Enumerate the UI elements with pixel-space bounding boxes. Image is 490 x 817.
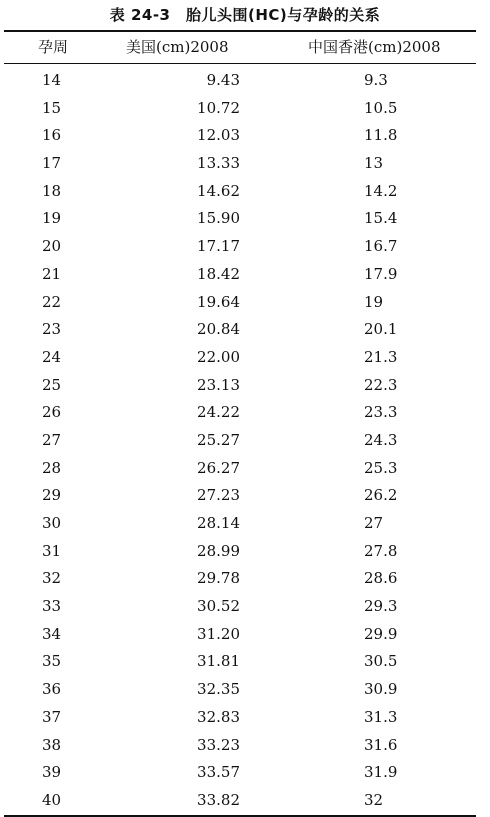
table-row [4, 510, 476, 538]
header-row [4, 32, 476, 63]
cell-week: 15 [42, 98, 62, 117]
table-row [4, 759, 476, 787]
table-row [4, 178, 476, 206]
table-row [4, 704, 476, 732]
table-row [4, 261, 476, 289]
cell-week: 32 [42, 569, 62, 588]
cell-week: 34 [42, 624, 62, 643]
cell-usa: 19.64 [197, 292, 240, 311]
table-row [4, 205, 476, 233]
cell-week: 19 [42, 209, 62, 228]
bottom-rule [4, 815, 476, 817]
table-title: 表 24-3 胎儿头围(HC)与孕龄的关系 [109, 6, 381, 24]
cell-week: 25 [42, 375, 62, 394]
cell-week: 27 [42, 430, 62, 449]
cell-week: 37 [42, 707, 62, 726]
table-body [4, 67, 476, 815]
cell-hk: 29.9 [364, 624, 398, 643]
table-row [4, 122, 476, 150]
cell-usa: 32.83 [197, 707, 240, 726]
cell-hk: 31.6 [364, 735, 398, 754]
cell-hk: 11.8 [364, 126, 398, 145]
table-row [4, 482, 476, 510]
cell-usa: 18.42 [197, 264, 240, 283]
cell-hk: 32 [364, 790, 384, 809]
cell-usa: 31.81 [197, 652, 240, 671]
table-row [4, 344, 476, 372]
cell-usa: 28.99 [197, 541, 240, 560]
hc-table [4, 30, 476, 817]
cell-usa: 17.17 [197, 237, 240, 256]
cell-usa: 32.35 [197, 680, 240, 699]
table-row [4, 150, 476, 178]
cell-week: 16 [42, 126, 62, 145]
cell-usa: 33.82 [197, 790, 240, 809]
cell-hk: 25.3 [364, 458, 398, 477]
table-row [4, 565, 476, 593]
table-row [4, 593, 476, 621]
cell-usa: 33.23 [197, 735, 240, 754]
cell-hk: 14.2 [364, 181, 398, 200]
cell-week: 31 [42, 541, 62, 560]
table-row [4, 427, 476, 455]
cell-hk: 30.9 [364, 680, 398, 699]
cell-usa: 12.03 [197, 126, 240, 145]
cell-week: 29 [42, 486, 62, 505]
cell-week: 24 [42, 347, 62, 366]
table-row [4, 95, 476, 123]
table-row [4, 787, 476, 815]
table-row [4, 233, 476, 261]
cell-week: 28 [42, 458, 62, 477]
cell-usa: 26.27 [197, 458, 240, 477]
table-row [4, 455, 476, 483]
cell-usa: 31.20 [197, 624, 240, 643]
cell-usa: 33.57 [197, 763, 240, 782]
table-row [4, 399, 476, 427]
cell-hk: 31.9 [364, 763, 398, 782]
cell-usa: 14.62 [197, 181, 240, 200]
header-week: 孕周 [38, 38, 69, 56]
cell-week: 39 [42, 763, 62, 782]
cell-week: 23 [42, 320, 62, 339]
cell-hk: 10.5 [364, 98, 398, 117]
cell-usa: 28.14 [197, 514, 240, 532]
cell-usa: 29.78 [197, 569, 240, 588]
cell-hk: 13 [364, 154, 384, 173]
cell-hk: 16.7 [364, 237, 398, 256]
table-row [4, 538, 476, 566]
header-usa: 美国(cm)2008 [126, 38, 229, 56]
table-row [4, 316, 476, 344]
cell-hk: 22.3 [364, 375, 398, 394]
cell-hk: 31.3 [364, 707, 398, 726]
cell-week: 21 [42, 264, 62, 283]
table-row [4, 648, 476, 676]
cell-week: 35 [42, 652, 62, 671]
cell-usa: 10.72 [197, 98, 240, 117]
cell-hk: 23.3 [364, 403, 398, 422]
cell-hk: 9.3 [364, 71, 388, 89]
cell-usa: 9.43 [206, 71, 240, 89]
cell-week: 22 [42, 292, 62, 311]
cell-week: 36 [42, 680, 62, 699]
cell-week: 33 [42, 597, 62, 616]
cell-week: 38 [42, 735, 62, 754]
cell-usa: 24.22 [197, 403, 240, 422]
cell-hk: 24.3 [364, 430, 398, 449]
cell-hk: 15.4 [364, 209, 398, 228]
cell-usa: 13.33 [197, 154, 240, 173]
cell-week: 18 [42, 181, 62, 200]
cell-hk: 19 [364, 292, 384, 311]
cell-week: 17 [42, 154, 62, 173]
cell-hk: 17.9 [364, 264, 398, 283]
table-row [4, 621, 476, 649]
cell-hk: 30.5 [364, 652, 398, 671]
cell-hk: 21.3 [364, 347, 398, 366]
cell-usa: 20.84 [197, 320, 240, 339]
cell-usa: 23.13 [197, 375, 240, 394]
cell-usa: 27.23 [197, 486, 240, 505]
cell-hk: 26.2 [364, 486, 398, 505]
cell-hk: 29.3 [364, 597, 398, 616]
cell-hk: 28.6 [364, 569, 398, 588]
cell-hk: 27.8 [364, 541, 398, 560]
header-hk: 中国香港(cm)2008 [308, 38, 441, 56]
table-row [4, 67, 476, 95]
table-row [4, 676, 476, 704]
table-row [4, 372, 476, 400]
cell-usa: 25.27 [197, 430, 240, 449]
cell-week: 26 [42, 403, 62, 422]
cell-usa: 22.00 [197, 347, 240, 366]
cell-week: 14 [42, 71, 62, 89]
cell-hk: 27 [364, 514, 384, 532]
cell-usa: 15.90 [197, 209, 240, 228]
cell-week: 30 [42, 514, 62, 532]
table-row [4, 732, 476, 760]
cell-week: 40 [42, 790, 62, 809]
cell-week: 20 [42, 237, 62, 256]
cell-usa: 30.52 [197, 597, 240, 616]
table-row [4, 289, 476, 317]
cell-hk: 20.1 [364, 320, 398, 339]
